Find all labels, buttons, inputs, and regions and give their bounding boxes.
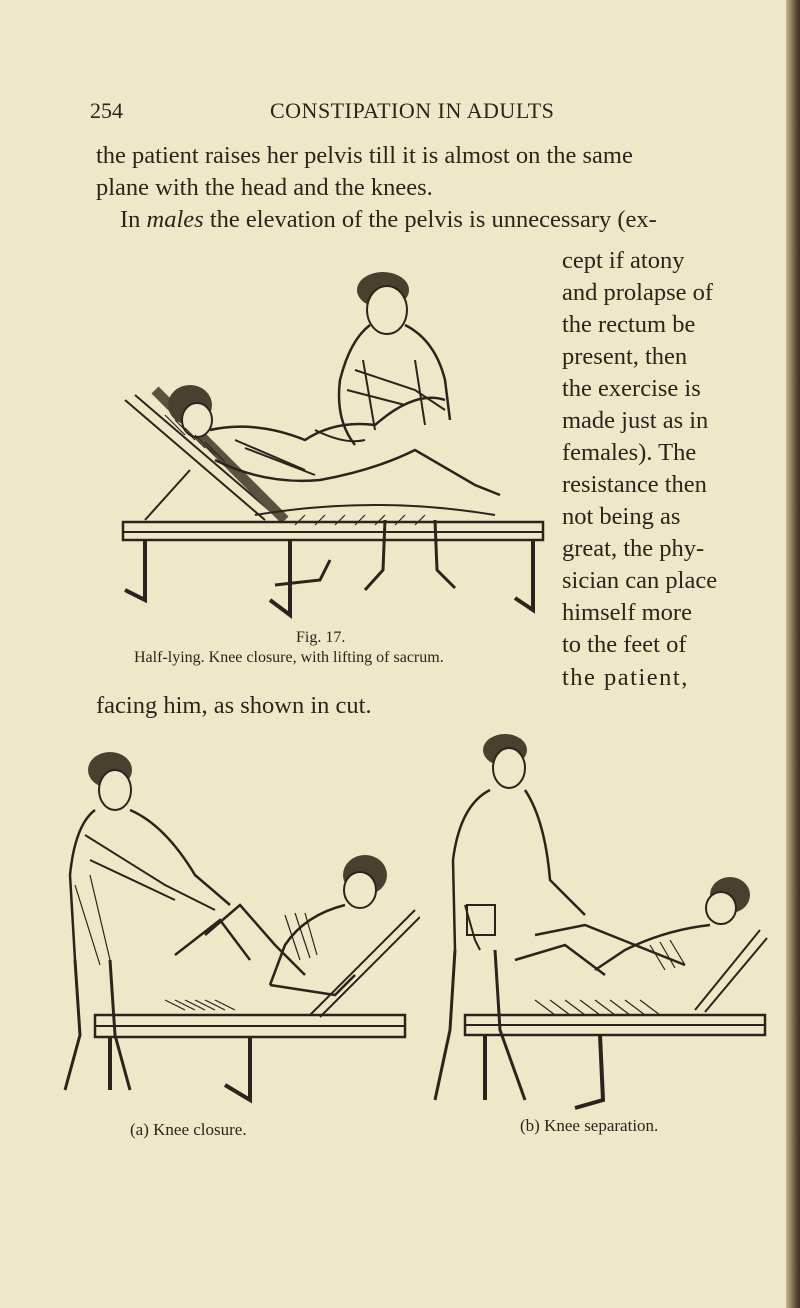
page-header	[0, 98, 800, 128]
side-line: sician can place	[562, 567, 718, 594]
side-line: himself more	[562, 599, 692, 626]
figure-17-caption: Half-lying. Knee closure, with lifting of sacrum.	[134, 649, 444, 666]
figure-a-caption: (a) Knee closure.	[130, 1120, 247, 1139]
body-line-3-pre: In	[120, 206, 147, 233]
side-line: and prolapse of	[562, 279, 714, 306]
figure-b-caption: (b) Knee separation.	[520, 1116, 659, 1135]
page-edge-shadow	[786, 0, 800, 1308]
side-line: the rectum be	[562, 311, 696, 338]
body-line-3-post: the elevation of the pelvis is unnecessary (ex-	[203, 206, 657, 233]
side-line: to the feet of	[562, 631, 687, 658]
side-line: the exercise is	[562, 375, 701, 402]
figure-17-illustration	[115, 270, 555, 625]
side-line: not being as	[562, 503, 681, 530]
body-final-line: facing him, as shown in cut.	[96, 692, 372, 719]
figure-a-illustration	[55, 745, 420, 1115]
side-line: cept if atony	[562, 247, 685, 274]
side-line: females). The	[562, 439, 697, 466]
body-line-2: plane with the head and the knees.	[96, 174, 433, 201]
running-head: CONSTIPATION IN ADULTS	[270, 98, 555, 123]
figure-17-number: Fig. 17.	[296, 629, 346, 646]
side-line: present, then	[562, 343, 688, 370]
body-line-1: the patient raises her pelvis till it is almost on the same	[96, 142, 633, 169]
page-number: 254	[90, 98, 123, 123]
body-line-3-emphasis: males	[146, 206, 204, 233]
figure-b-illustration	[425, 730, 770, 1115]
side-line: resistance then	[562, 471, 707, 498]
side-line: made just as in	[562, 407, 709, 434]
side-line: great, the phy-	[562, 535, 705, 562]
body-line-3	[120, 204, 657, 236]
side-line: the patient,	[562, 664, 689, 691]
